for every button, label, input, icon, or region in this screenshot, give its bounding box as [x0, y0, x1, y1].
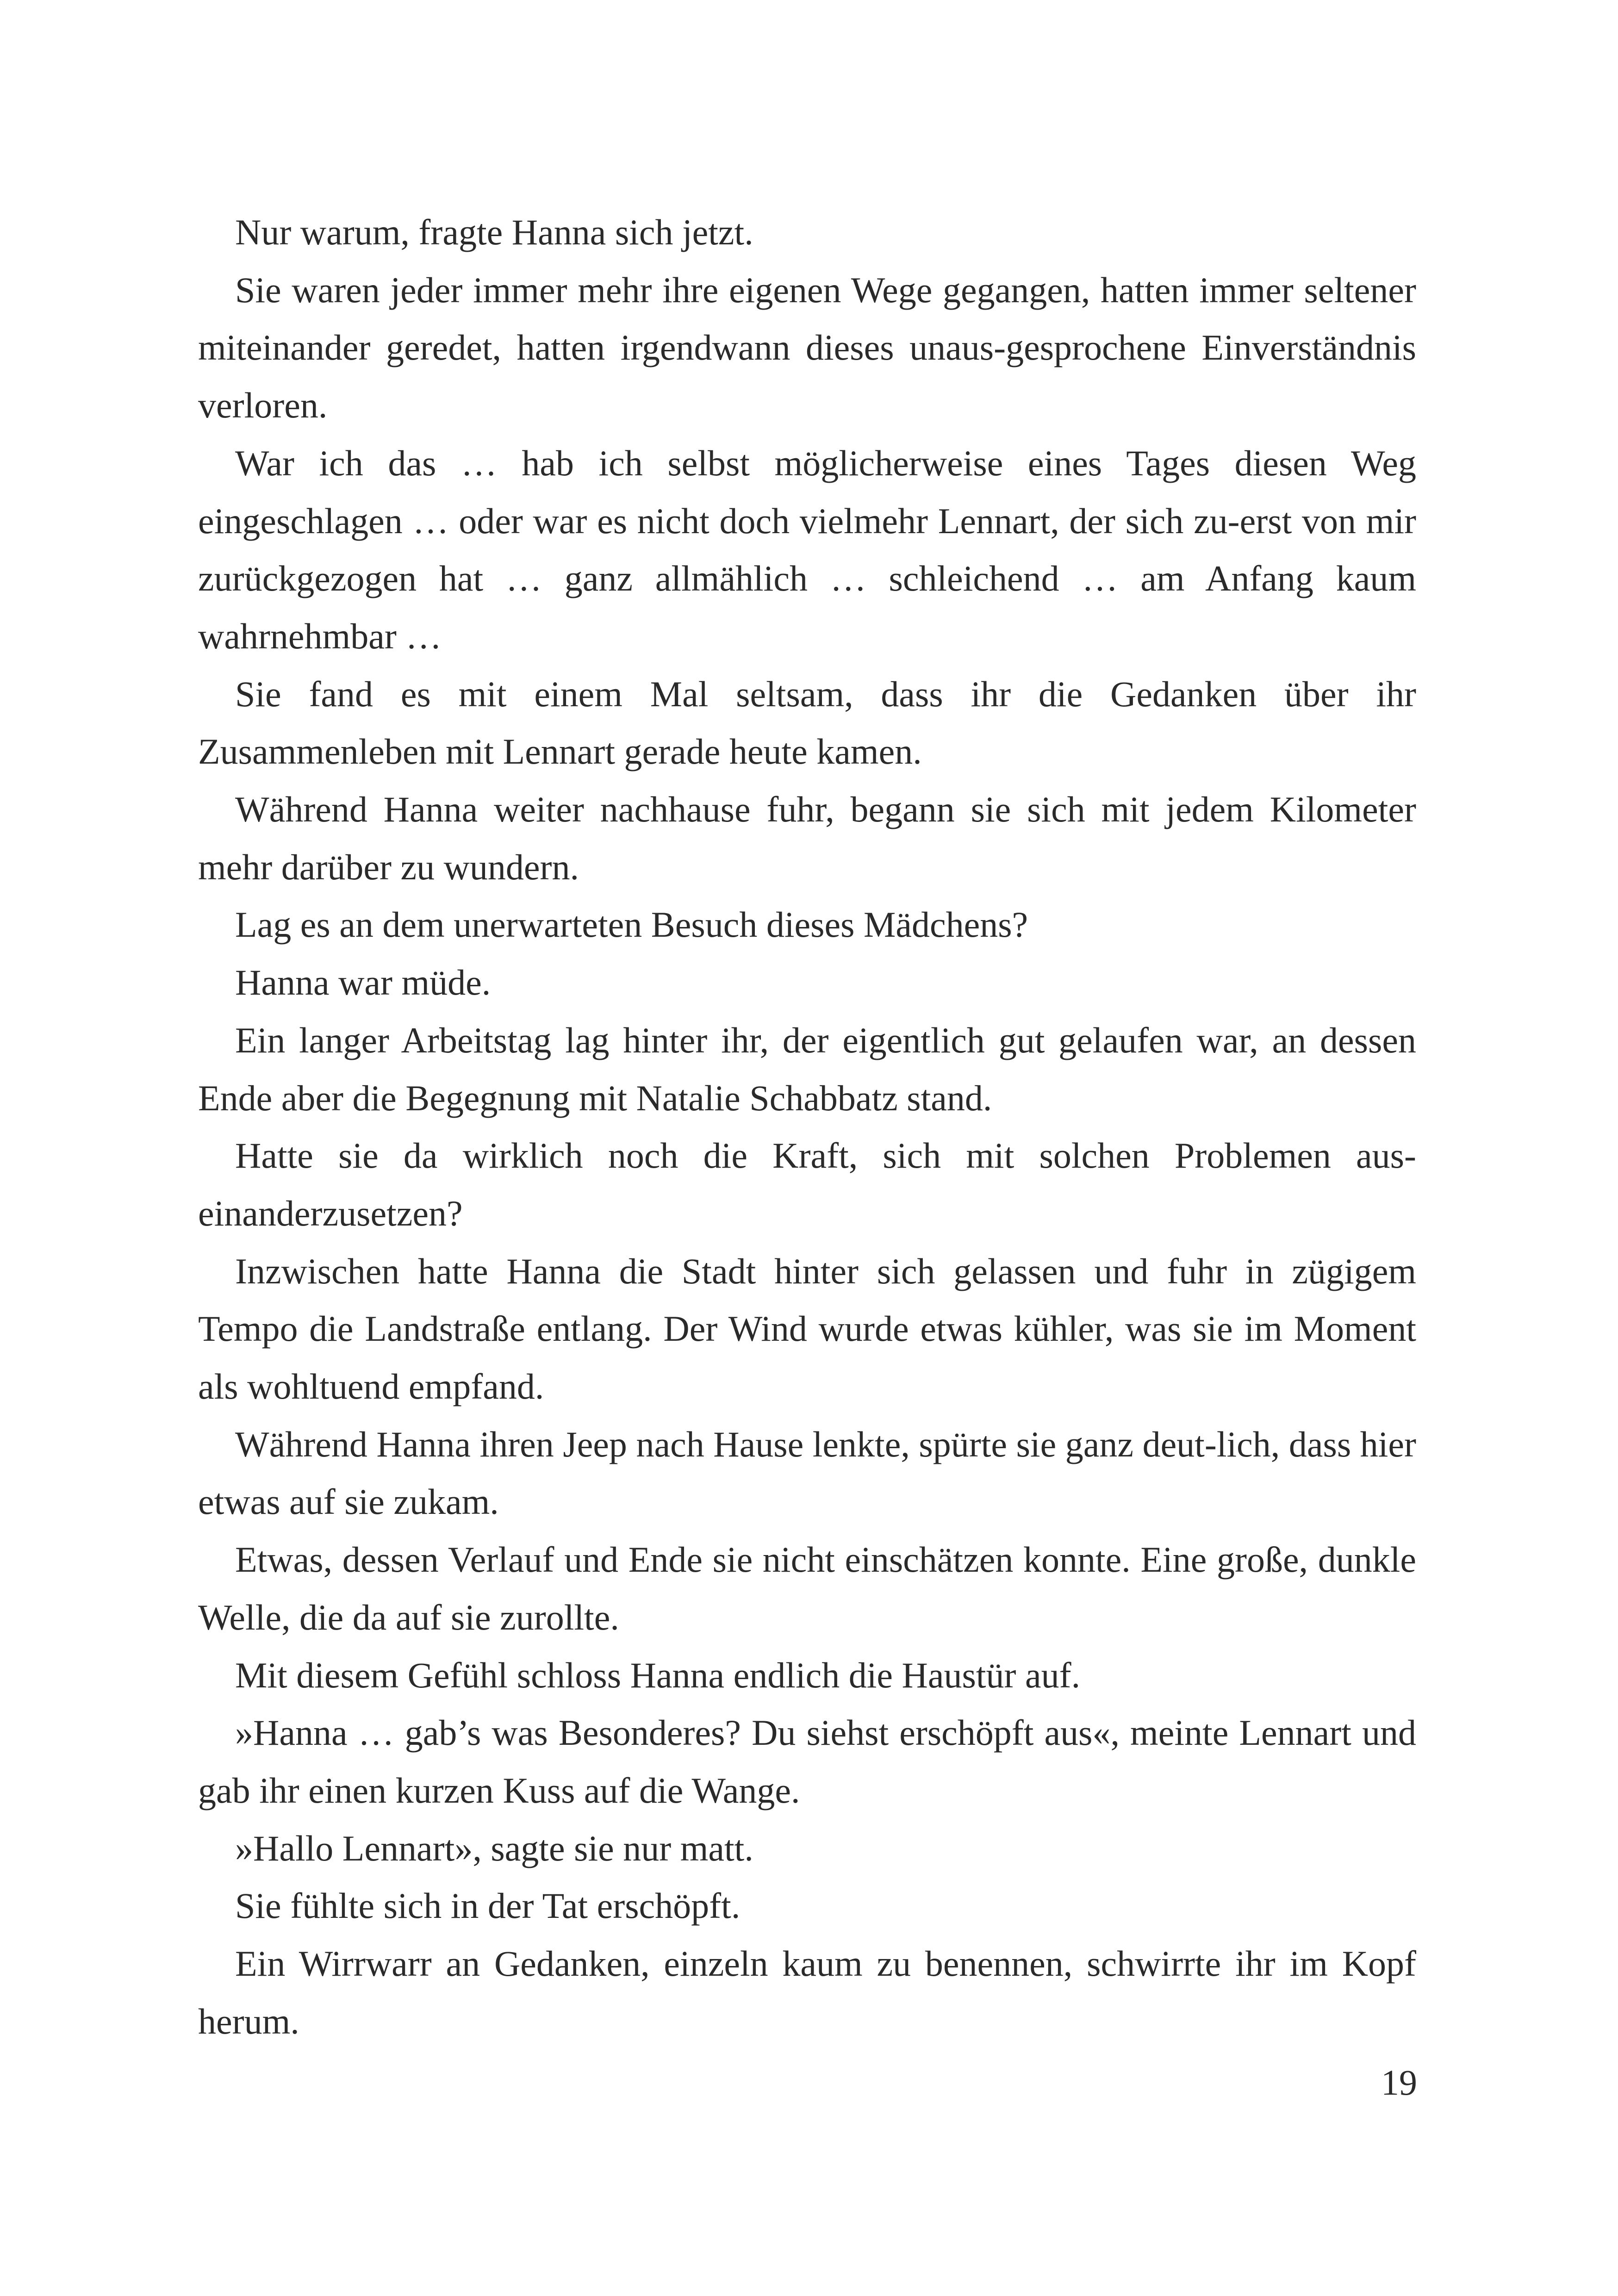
paragraph: Sie fand es mit einem Mal seltsam, dass ihr die Gedanken über ihr Zusammenleben mit Lennart gerade heute kamen. [198, 673, 1416, 772]
paragraph: Ein langer Arbeitstag lag hinter ihr, der eigentlich gut gelaufen war, an dessen Ende aber die Begegnung mit Natalie Schabbatz stand. [198, 1020, 1416, 1118]
paragraph: Während Hanna ihren Jeep nach Hause lenkte, spürte sie ganz deut-lich, dass hier etwas auf sie zukam. [198, 1424, 1416, 1522]
paragraph: Hatte sie da wirklich noch die Kraft, sich mit solchen Problemen aus-einanderzusetzen? [198, 1135, 1416, 1233]
paragraph: Mit diesem Gefühl schloss Hanna endlich die Haustür auf. [235, 1655, 1081, 1695]
paragraph: Etwas, dessen Verlauf und Ende sie nicht einschätzen konnte. Eine große, dunkle Welle, die da auf sie zurollte. [198, 1539, 1416, 1637]
paragraph: Lag es an dem unerwarteten Besuch dieses Mädchens? [235, 904, 1028, 945]
paragraph: Hanna war müde. [235, 962, 491, 1003]
paragraph: War ich das … hab ich selbst möglicherweise eines Tages diesen Weg eingeschlagen … oder war es nicht doch vielmehr Lennart, der sich zu-erst von mir zurückgezogen hat … ganz allmählich … schleichend … am Anfang kaum wahrnehmbar … [198, 442, 1416, 656]
body-text [198, 204, 1416, 2051]
paragraph: »Hallo Lennart», sagte sie nur matt. [235, 1828, 753, 1868]
paragraph: Während Hanna weiter nachhause fuhr, begann sie sich mit jedem Kilometer mehr darüber zu wundern. [198, 789, 1416, 887]
paragraph: Nur warum, fragte Hanna sich jetzt. [235, 212, 753, 252]
paragraph: Sie waren jeder immer mehr ihre eigenen Wege gegangen, hatten immer seltener miteinander geredet, hatten irgendwann dieses unaus-gesprochene Einverständnis verloren. [198, 269, 1416, 426]
paragraph: Ein Wirrwarr an Gedanken, einzeln kaum zu benennen, schwirrte ihr im Kopf herum. [198, 1943, 1416, 2041]
paragraph: Sie fühlte sich in der Tat erschöpft. [235, 1885, 741, 1926]
paragraph: Inzwischen hatte Hanna die Stadt hinter sich gelassen und fuhr in zügigem Tempo die Landstraße entlang. Der Wind wurde etwas kühler, was sie im Moment als wohltuend empfand. [198, 1251, 1416, 1407]
paragraph: »Hanna … gab’s was Besonderes? Du siehst erschöpft aus«, meinte Lennart und gab ihr einen kurzen Kuss auf die Wange. [198, 1712, 1416, 1811]
page-number: 19 [1381, 2062, 1417, 2103]
